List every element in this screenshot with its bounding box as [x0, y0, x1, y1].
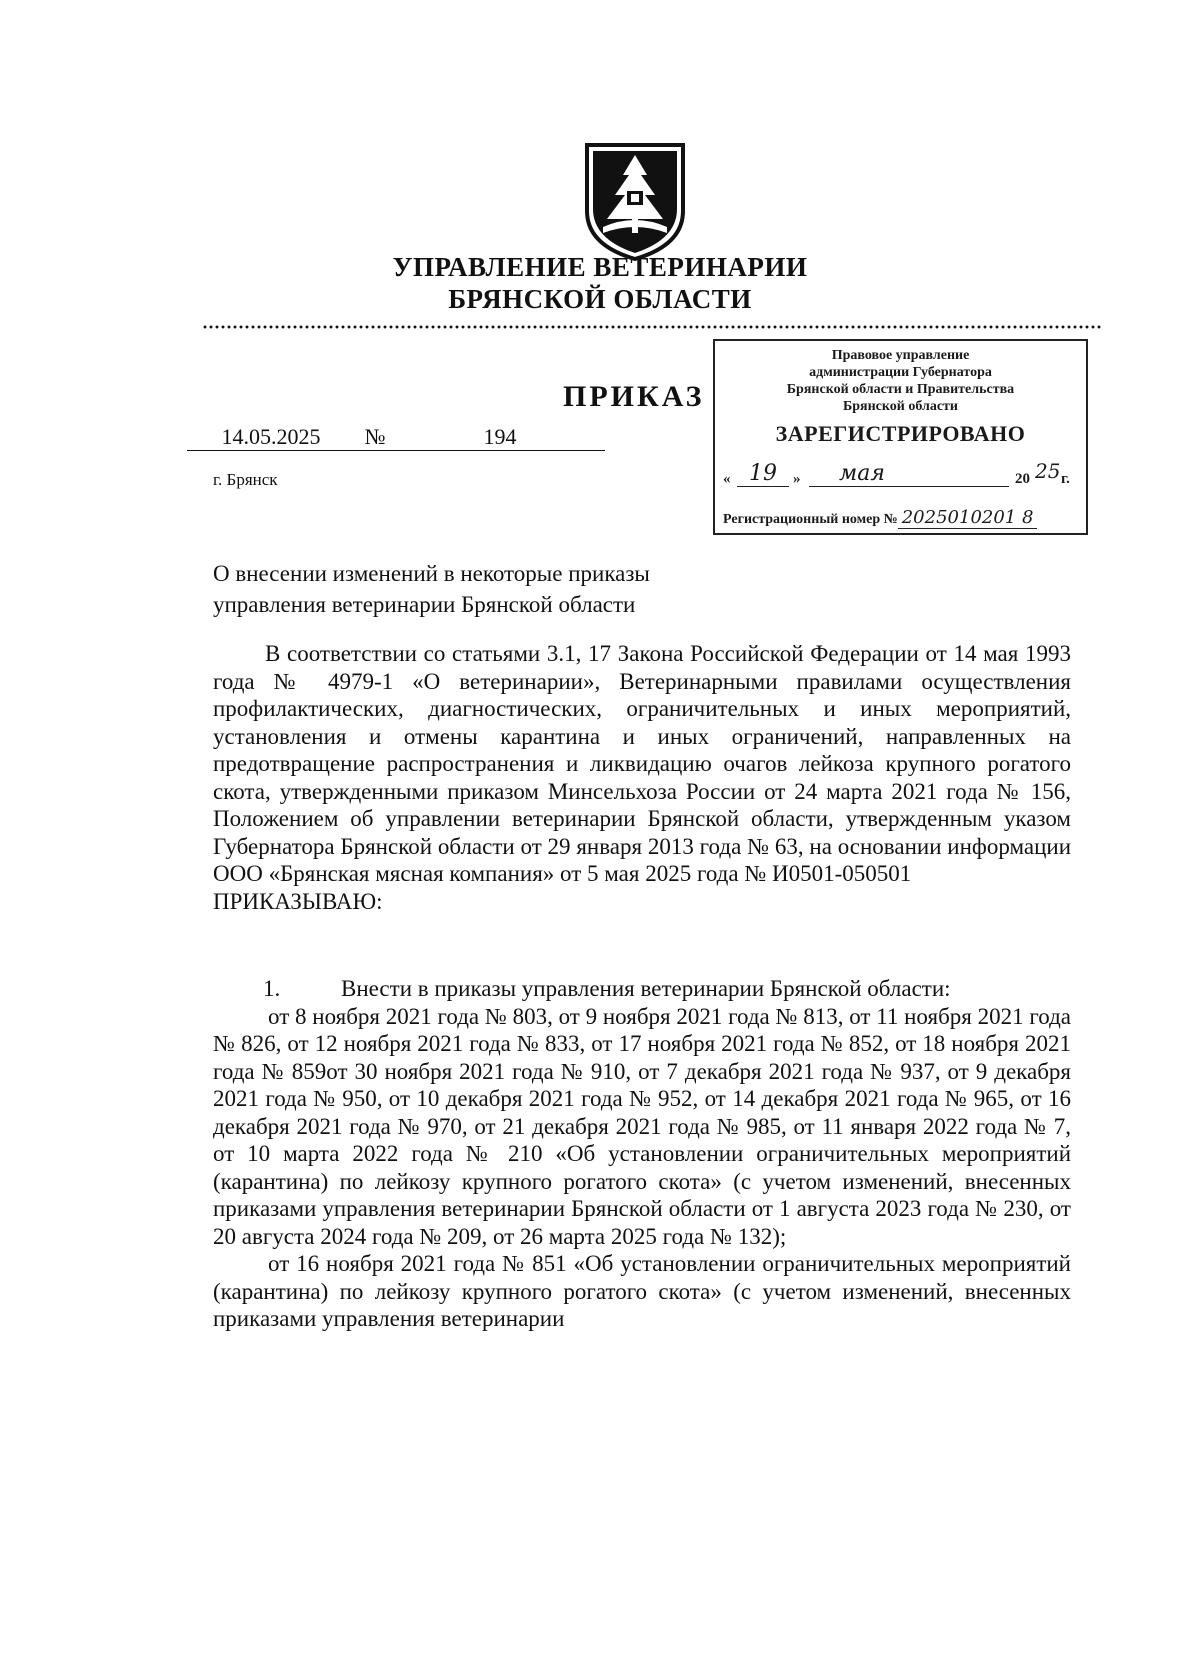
paragraph-orders-list: от 8 ноября 2021 года № 803, от 9 ноября 2021 года № 813, от 11 ноября 2021 года № 826, от 12 ноября 2021 года № 833, от 17 ноября 2021 года № 852, от 18 ноября 2021 года № 859от 30 ноября 2021 года № 910, от 7 декабря 2021 года № 937, от 9 декабря 2021 года № 950, от 10 декабря 2021 года № 952, от 14 декабря 2021 года № 965, от 16 декабря 2021 года № 970, от 21 декабря 2021 года № 985, от 11 января 2022 года № 7, от 10 марта 2022 года № 210 «Об установлении ограничительных мероприятий (карантина) по лейкозу крупного рогатого скота» (с учетом изменений, внесенных приказами управления ветеринарии Брянской области от 1 августа 2023 года № 230, от 20 августа 2024 года № 209, от 26 марта 2025 года № 132);	[213, 1003, 1071, 1249]
stamp-day: 19	[737, 461, 789, 487]
stamp-line4: Брянской области	[842, 399, 958, 414]
order-number: 194	[395, 424, 605, 451]
stamp-line2: администрации Губернатора	[809, 365, 992, 380]
stamp-regnum-row	[723, 507, 1037, 529]
stamp-line1: Правовое управление	[831, 348, 970, 363]
title-line1: О внесении изменений в некоторые приказы	[213, 561, 650, 586]
item-1-text: Внести в приказы управления ветеринарии Брянской области:	[341, 976, 951, 1001]
city-label: г. Брянск	[213, 470, 278, 489]
stamp-date-row	[723, 459, 1078, 495]
stamp-registered: ЗАРЕГИСТРИРОВАНО	[775, 421, 1026, 446]
document-type-heading: ПРИКАЗ	[563, 380, 705, 413]
item-1-heading	[213, 975, 1071, 1003]
preamble-paragraph: В соответствии со статьями 3.1, 17 Закона Российской Федерации от 14 мая 1993 года № 4979-1 «О ветеринарии», Ветеринарными правилами осуществления профилактических, диагностических, ограничительных и иных мероприятий, установления и отмены карантина и иных ограничений, направленных на предотвращение распространения и ликвидацию очагов лейкоза крупного рогатого скота, утвержденными приказом Минсельхоза России от 24 марта 2021 года № 156, Положением об управлении ветеринарии Брянской области, утвержденным указом Губернатора Брянской области от 29 января 2013 года № 63, на основании информации ООО «Брянская мясная компания» от 5 мая 2025 года № И0501-050501	[213, 641, 1071, 886]
number-sign: №	[355, 424, 395, 451]
dotted-divider	[202, 324, 1102, 330]
order-date: 14.05.2025	[187, 424, 355, 451]
registration-stamp	[713, 339, 1088, 535]
organization-name-line2: БРЯНСКОЙ ОБЛАСТИ	[448, 284, 752, 314]
date-number-line	[187, 424, 617, 458]
stamp-regnum-value: 2025010201 8	[898, 507, 1038, 529]
preamble-block	[213, 640, 1071, 915]
document-title	[213, 558, 813, 620]
stamp-regnum-label: Регистрационный номер №	[723, 512, 898, 527]
coat-of-arms-emblem	[583, 141, 687, 263]
paragraph-order-851: от 16 ноября 2021 года № 851 «Об установлении ограничительных мероприятий (карантина) по лейкозу крупного рогатого скота» (с учетом изменений, внесенных приказами управления ветеринарии	[213, 1251, 1071, 1331]
stamp-close-quote: »	[793, 471, 801, 487]
stamp-line3: Брянской области и Правительства	[786, 382, 1015, 397]
stamp-open-quote: «	[723, 471, 731, 487]
item-1-number: 1.	[263, 976, 281, 1001]
stamp-month: мая	[809, 461, 1009, 487]
title-line2: управления ветеринарии Брянской области	[213, 592, 636, 617]
stamp-year-prefix: 20	[1015, 471, 1030, 487]
stamp-year-unit: г.	[1061, 471, 1070, 487]
stamp-year-suffix: 25	[1035, 459, 1061, 483]
organization-name-line1: УПРАВЛЕНИЕ ВЕТЕРИНАРИИ	[392, 252, 808, 282]
item-1	[213, 975, 1071, 1333]
command-word: ПРИКАЗЫВАЮ:	[213, 888, 383, 914]
